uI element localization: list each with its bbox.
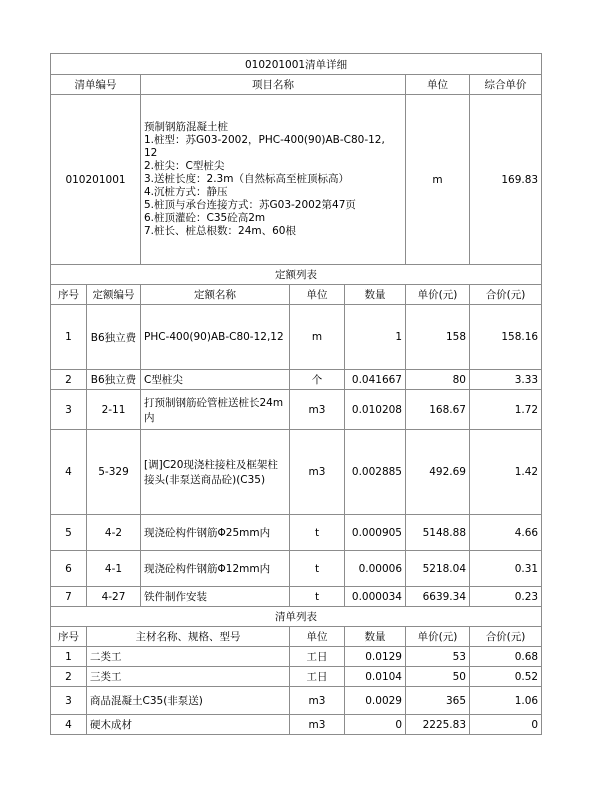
- row-unit: t: [290, 515, 345, 551]
- desc-line: 4.沉桩方式：静压: [144, 186, 228, 198]
- row-code: 5-329: [87, 430, 141, 515]
- materials-header-price: 单价(元): [406, 627, 470, 647]
- row-code: 4-27: [87, 587, 141, 607]
- row-total: 1.42: [470, 430, 542, 515]
- bill-detail-table: [50, 53, 542, 735]
- row-name: 现浇砼构件钢筋Φ12mm内: [141, 551, 290, 587]
- row-price: 365: [406, 687, 470, 715]
- row-no: 6: [51, 551, 87, 587]
- row-no: 4: [51, 430, 87, 515]
- row-code: B6独立费: [87, 370, 141, 390]
- table-row: [51, 587, 542, 607]
- row-price: 5218.04: [406, 551, 470, 587]
- quota-section-title: 定额列表: [51, 265, 542, 285]
- row-no: 3: [51, 390, 87, 430]
- desc-line: 6.桩顶灌砼：C35砼高2m: [144, 212, 266, 224]
- row-total: 158.16: [470, 305, 542, 370]
- desc-line: 1.桩型：苏G03-2002，PHC-400(90)AB-C80-12,: [144, 134, 385, 146]
- quota-header-name: 定额名称: [141, 285, 290, 305]
- row-qty: 0.00006: [345, 551, 406, 587]
- row-price: 80: [406, 370, 470, 390]
- row-price: 168.67: [406, 390, 470, 430]
- row-no: 4: [51, 715, 87, 735]
- row-price: 53: [406, 647, 470, 667]
- row-name: [调]C20现浇柱接柱及框架柱接头(非泵送商品砼)(C35): [141, 430, 290, 515]
- row-price: 2225.83: [406, 715, 470, 735]
- materials-header-total: 合价(元): [470, 627, 542, 647]
- materials-header-unit: 单位: [290, 627, 345, 647]
- materials-header-no: 序号: [51, 627, 87, 647]
- desc-line: 12: [144, 147, 158, 159]
- quota-header-no: 序号: [51, 285, 87, 305]
- quota-header-total: 合价(元): [470, 285, 542, 305]
- desc-line: 预制钢筋混凝土桩: [144, 121, 228, 133]
- table-title: 010201001清单详细: [51, 54, 542, 75]
- desc-line: 3.送桩长度：2.3m（自然标高至桩顶标高）: [144, 173, 349, 185]
- quota-header-unit: 单位: [290, 285, 345, 305]
- quota-header-qty: 数量: [345, 285, 406, 305]
- row-price: 50: [406, 667, 470, 687]
- row-qty: 0.0029: [345, 687, 406, 715]
- table-row: [51, 370, 542, 390]
- row-price: 492.69: [406, 430, 470, 515]
- row-unit: m3: [290, 687, 345, 715]
- row-total: 0.52: [470, 667, 542, 687]
- row-qty: 1: [345, 305, 406, 370]
- materials-header-name: 主材名称、规格、型号: [87, 627, 290, 647]
- row-unit: m3: [290, 430, 345, 515]
- table-row: [51, 715, 542, 735]
- table-row: [51, 647, 542, 667]
- row-name: 打预制钢筋砼管桩送桩长24m内: [141, 390, 290, 430]
- row-no: 5: [51, 515, 87, 551]
- row-name: 硬木成材: [87, 715, 290, 735]
- item-unit: m: [406, 95, 470, 265]
- row-name: 铁件制作安装: [141, 587, 290, 607]
- materials-header-row: [51, 627, 542, 647]
- desc-line: 2.桩尖：C型桩尖: [144, 160, 225, 172]
- row-total: 4.66: [470, 515, 542, 551]
- row-unit: 工日: [290, 647, 345, 667]
- row-qty: 0: [345, 715, 406, 735]
- row-total: 0: [470, 715, 542, 735]
- row-price: 158: [406, 305, 470, 370]
- row-total: 1.06: [470, 687, 542, 715]
- row-no: 2: [51, 667, 87, 687]
- header-price: 综合单价: [470, 75, 542, 95]
- row-name: 三类工: [87, 667, 290, 687]
- header-code: 清单编号: [51, 75, 141, 95]
- desc-line: 7.桩长、桩总根数：24m、60根: [144, 225, 296, 237]
- row-unit: m3: [290, 390, 345, 430]
- row-qty: 0.0129: [345, 647, 406, 667]
- row-name: 二类工: [87, 647, 290, 667]
- header-name: 项目名称: [141, 75, 406, 95]
- row-unit: 工日: [290, 667, 345, 687]
- row-total: 1.72: [470, 390, 542, 430]
- item-price: 169.83: [470, 95, 542, 265]
- item-description: [141, 95, 406, 265]
- quota-header-price: 单价(元): [406, 285, 470, 305]
- row-unit: 个: [290, 370, 345, 390]
- row-qty: 0.000034: [345, 587, 406, 607]
- row-price: 5148.88: [406, 515, 470, 551]
- table-row: [51, 667, 542, 687]
- row-code: B6独立费: [87, 305, 141, 370]
- row-price: 6639.34: [406, 587, 470, 607]
- table-row: [51, 305, 542, 370]
- row-unit: m: [290, 305, 345, 370]
- row-code: 4-2: [87, 515, 141, 551]
- table-row: [51, 515, 542, 551]
- header-unit: 单位: [406, 75, 470, 95]
- row-qty: 0.0104: [345, 667, 406, 687]
- row-code: 2-11: [87, 390, 141, 430]
- row-total: 0.23: [470, 587, 542, 607]
- row-name: 现浇砼构件钢筋Φ25mm内: [141, 515, 290, 551]
- row-name: PHC-400(90)AB-C80-12,12: [141, 305, 290, 370]
- row-total: 3.33: [470, 370, 542, 390]
- table-row: [51, 430, 542, 515]
- row-name: C型桩尖: [141, 370, 290, 390]
- row-no: 7: [51, 587, 87, 607]
- desc-line: 5.桩顶与承台连接方式：苏G03-2002第47页: [144, 199, 356, 211]
- table-row: [51, 551, 542, 587]
- row-no: 2: [51, 370, 87, 390]
- row-no: 1: [51, 305, 87, 370]
- row-unit: t: [290, 551, 345, 587]
- row-qty: 0.000905: [345, 515, 406, 551]
- table-row: [51, 390, 542, 430]
- row-code: 4-1: [87, 551, 141, 587]
- materials-section-title: 清单列表: [51, 607, 542, 627]
- row-qty: 0.002885: [345, 430, 406, 515]
- row-unit: t: [290, 587, 345, 607]
- quota-header-row: [51, 285, 542, 305]
- row-no: 1: [51, 647, 87, 667]
- quota-header-code: 定额编号: [87, 285, 141, 305]
- row-qty: 0.010208: [345, 390, 406, 430]
- row-no: 3: [51, 687, 87, 715]
- row-total: 0.31: [470, 551, 542, 587]
- row-qty: 0.041667: [345, 370, 406, 390]
- item-code: 010201001: [51, 95, 141, 265]
- materials-header-qty: 数量: [345, 627, 406, 647]
- row-name: 商品混凝土C35(非泵送): [87, 687, 290, 715]
- row-unit: m3: [290, 715, 345, 735]
- row-total: 0.68: [470, 647, 542, 667]
- table-row: [51, 687, 542, 715]
